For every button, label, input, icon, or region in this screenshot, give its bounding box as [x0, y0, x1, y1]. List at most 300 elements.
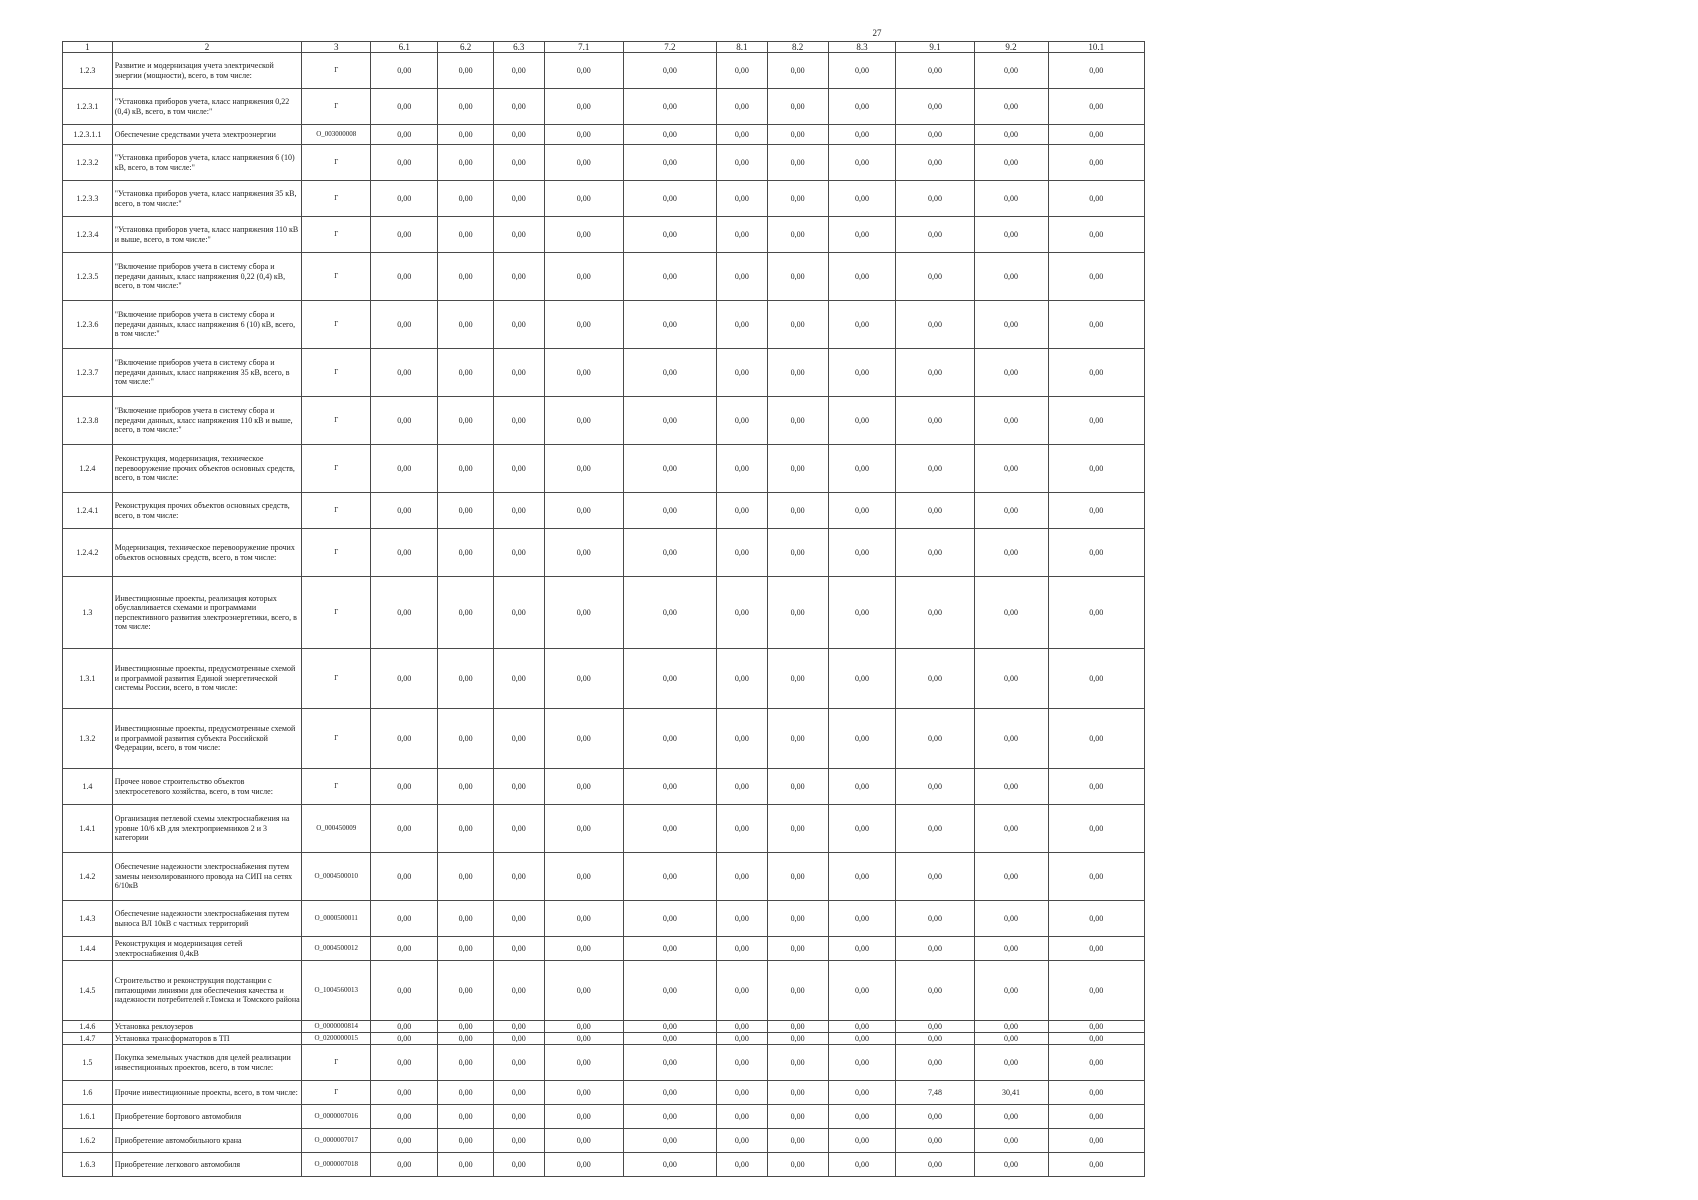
- value-cell: 0,00: [371, 145, 438, 181]
- value-cell: 0,00: [371, 709, 438, 769]
- value-cell: 0,00: [828, 961, 896, 1021]
- table-row: [63, 253, 1145, 301]
- value-cell: 0,00: [544, 493, 623, 529]
- value-cell: 0,00: [438, 53, 494, 89]
- value-cell: 0,00: [438, 89, 494, 125]
- value-cell: 0,00: [717, 1021, 768, 1033]
- value-cell: 0,00: [1048, 769, 1144, 805]
- value-cell: 0,00: [896, 529, 974, 577]
- value-cell: 0,00: [896, 709, 974, 769]
- project-code: Г: [302, 89, 371, 125]
- value-cell: 0,00: [493, 1081, 544, 1105]
- value-cell: 0,00: [828, 349, 896, 397]
- value-cell: 0,00: [623, 853, 716, 901]
- value-cell: 0,00: [717, 125, 768, 145]
- value-cell: 0,00: [1048, 709, 1144, 769]
- value-cell: 0,00: [828, 937, 896, 961]
- value-cell: 0,00: [974, 901, 1048, 937]
- row-id: 1.4.3: [63, 901, 113, 937]
- value-cell: 0,00: [896, 1105, 974, 1129]
- value-cell: 0,00: [438, 805, 494, 853]
- project-code: Г: [302, 1045, 371, 1081]
- value-cell: 0,00: [767, 1081, 828, 1105]
- value-cell: 0,00: [896, 1129, 974, 1153]
- value-cell: 0,00: [438, 1021, 494, 1033]
- value-cell: 0,00: [974, 769, 1048, 805]
- value-cell: 0,00: [1048, 577, 1144, 649]
- row-id: 1.2.4.2: [63, 529, 113, 577]
- value-cell: 0,00: [544, 397, 623, 445]
- value-cell: 0,00: [438, 529, 494, 577]
- project-code: О_0000500011: [302, 901, 371, 937]
- project-name: Обеспечение надежности электроснабжения путем выноса ВЛ 10кВ с частных территорий: [112, 901, 302, 937]
- value-cell: 0,00: [438, 1045, 494, 1081]
- row-id: 1.2.3.2: [63, 145, 113, 181]
- value-cell: 0,00: [371, 217, 438, 253]
- project-name: Покупка земельных участков для целей реализации инвестиционных проектов, всего, в том числе:: [112, 1045, 302, 1081]
- value-cell: 0,00: [767, 253, 828, 301]
- value-cell: 0,00: [896, 253, 974, 301]
- value-cell: 0,00: [896, 1033, 974, 1045]
- project-code: Г: [302, 181, 371, 217]
- project-name: Прочее новое строительство объектов электросетевого хозяйства, всего, в том числе:: [112, 769, 302, 805]
- value-cell: 0,00: [1048, 53, 1144, 89]
- value-cell: 0,00: [896, 961, 974, 1021]
- value-cell: 0,00: [371, 349, 438, 397]
- column-number: 9.2: [974, 42, 1048, 53]
- column-number: 7.2: [623, 42, 716, 53]
- value-cell: 0,00: [717, 1153, 768, 1177]
- project-name: Приобретение легкового автомобиля: [112, 1153, 302, 1177]
- value-cell: 0,00: [828, 769, 896, 805]
- project-name: "Включение приборов учета в систему сбора и передачи данных, класс напряжения 6 (10) кВ, всего, в том числе:": [112, 301, 302, 349]
- value-cell: 0,00: [1048, 397, 1144, 445]
- value-cell: 0,00: [1048, 253, 1144, 301]
- value-cell: 0,00: [828, 181, 896, 217]
- value-cell: 0,00: [828, 1153, 896, 1177]
- value-cell: 0,00: [371, 853, 438, 901]
- value-cell: 0,00: [767, 445, 828, 493]
- value-cell: 0,00: [767, 217, 828, 253]
- value-cell: 0,00: [974, 125, 1048, 145]
- project-code: Г: [302, 769, 371, 805]
- project-name: "Установка приборов учета, класс напряжения 110 кВ и выше, всего, в том числе:": [112, 217, 302, 253]
- table-row: [63, 901, 1145, 937]
- value-cell: 0,00: [438, 577, 494, 649]
- project-code: Г: [302, 397, 371, 445]
- project-code: Г: [302, 53, 371, 89]
- value-cell: 0,00: [623, 901, 716, 937]
- value-cell: 0,00: [767, 1105, 828, 1129]
- project-code: Г: [302, 709, 371, 769]
- value-cell: 0,00: [371, 1045, 438, 1081]
- value-cell: 0,00: [371, 445, 438, 493]
- value-cell: 0,00: [493, 577, 544, 649]
- value-cell: 0,00: [544, 89, 623, 125]
- value-cell: 0,00: [371, 1021, 438, 1033]
- value-cell: 0,00: [623, 89, 716, 125]
- project-code: Г: [302, 445, 371, 493]
- value-cell: 0,00: [371, 1153, 438, 1177]
- value-cell: 0,00: [974, 961, 1048, 1021]
- value-cell: 0,00: [371, 805, 438, 853]
- table-row: [63, 53, 1145, 89]
- project-code: О_0000007016: [302, 1105, 371, 1129]
- row-id: 1.3.2: [63, 709, 113, 769]
- value-cell: 0,00: [828, 1105, 896, 1129]
- value-cell: 0,00: [828, 1081, 896, 1105]
- table-row: [63, 853, 1145, 901]
- value-cell: 0,00: [767, 529, 828, 577]
- value-cell: 0,00: [371, 769, 438, 805]
- row-id: 1.6.2: [63, 1129, 113, 1153]
- value-cell: 0,00: [544, 217, 623, 253]
- value-cell: 0,00: [1048, 445, 1144, 493]
- value-cell: 0,00: [896, 181, 974, 217]
- value-cell: 0,00: [974, 805, 1048, 853]
- value-cell: 0,00: [717, 145, 768, 181]
- value-cell: 0,00: [544, 349, 623, 397]
- project-code: Г: [302, 1081, 371, 1105]
- value-cell: 0,00: [623, 937, 716, 961]
- project-name: Реконструкция и модернизация сетей электроснабжения 0,4кВ: [112, 937, 302, 961]
- value-cell: 0,00: [544, 445, 623, 493]
- value-cell: 0,00: [623, 217, 716, 253]
- table-row: [63, 769, 1145, 805]
- row-id: 1.2.3.7: [63, 349, 113, 397]
- value-cell: 0,00: [974, 89, 1048, 125]
- value-cell: 0,00: [371, 125, 438, 145]
- value-cell: 0,00: [717, 805, 768, 853]
- value-cell: 0,00: [623, 253, 716, 301]
- value-cell: 0,00: [974, 53, 1048, 89]
- project-code: О_003000008: [302, 125, 371, 145]
- value-cell: 0,00: [493, 1045, 544, 1081]
- value-cell: 0,00: [974, 937, 1048, 961]
- value-cell: 0,00: [767, 1153, 828, 1177]
- row-id: 1.4.7: [63, 1033, 113, 1045]
- value-cell: 0,00: [371, 577, 438, 649]
- row-id: 1.2.3.4: [63, 217, 113, 253]
- value-cell: 0,00: [438, 961, 494, 1021]
- value-cell: 0,00: [717, 301, 768, 349]
- project-name: Установка трансформаторов в ТП: [112, 1033, 302, 1045]
- row-id: 1.2.3: [63, 53, 113, 89]
- value-cell: 0,00: [828, 301, 896, 349]
- value-cell: 0,00: [828, 649, 896, 709]
- value-cell: 0,00: [371, 493, 438, 529]
- value-cell: 0,00: [828, 445, 896, 493]
- value-cell: 0,00: [371, 937, 438, 961]
- value-cell: 0,00: [767, 349, 828, 397]
- project-name: Прочие инвестиционные проекты, всего, в том числе:: [112, 1081, 302, 1105]
- value-cell: 0,00: [438, 1081, 494, 1105]
- value-cell: 0,00: [717, 217, 768, 253]
- investment-report-table: [62, 41, 1145, 1177]
- project-name: Реконструкция, модернизация, техническое перевооружение прочих объектов основных средств, всего, в том числе:: [112, 445, 302, 493]
- value-cell: 0,00: [493, 901, 544, 937]
- value-cell: 0,00: [371, 1033, 438, 1045]
- table-row: [63, 529, 1145, 577]
- value-cell: 0,00: [1048, 805, 1144, 853]
- value-cell: 0,00: [623, 181, 716, 217]
- value-cell: 0,00: [544, 529, 623, 577]
- value-cell: 0,00: [544, 1081, 623, 1105]
- value-cell: 0,00: [493, 181, 544, 217]
- value-cell: 0,00: [828, 217, 896, 253]
- value-cell: 0,00: [544, 769, 623, 805]
- project-name: "Включение приборов учета в систему сбора и передачи данных, класс напряжения 110 кВ и выше, всего, в том числе:": [112, 397, 302, 445]
- value-cell: 0,00: [767, 301, 828, 349]
- value-cell: 0,00: [828, 805, 896, 853]
- value-cell: 0,00: [623, 349, 716, 397]
- value-cell: 0,00: [767, 1021, 828, 1033]
- value-cell: 0,00: [974, 301, 1048, 349]
- row-id: 1.5: [63, 1045, 113, 1081]
- table-row: [63, 301, 1145, 349]
- value-cell: 0,00: [438, 253, 494, 301]
- value-cell: 0,00: [544, 301, 623, 349]
- value-cell: 0,00: [371, 397, 438, 445]
- value-cell: 0,00: [623, 53, 716, 89]
- value-cell: 0,00: [623, 709, 716, 769]
- column-number: 8.3: [828, 42, 896, 53]
- project-name: Строительство и реконструкция подстанции с питающими линиями для обеспечения качества и надежности потребителей г.Томска и Томского района: [112, 961, 302, 1021]
- value-cell: 0,00: [544, 805, 623, 853]
- table-row: [63, 1153, 1145, 1177]
- value-cell: 0,00: [438, 349, 494, 397]
- project-name: Организация петлевой схемы электроснабжения на уровне 10/6 кВ для электроприемников 2 и 3 категории: [112, 805, 302, 853]
- project-name: Инвестиционные проекты, реализация которых обуславливается схемами и программами перспективного развития электроэнергетики, всего, в том числе:: [112, 577, 302, 649]
- value-cell: 0,00: [493, 397, 544, 445]
- project-code: Г: [302, 349, 371, 397]
- project-code: О_0200000015: [302, 1033, 371, 1045]
- value-cell: 0,00: [974, 649, 1048, 709]
- project-code: Г: [302, 253, 371, 301]
- value-cell: 0,00: [896, 445, 974, 493]
- value-cell: 0,00: [767, 397, 828, 445]
- value-cell: 0,00: [371, 1129, 438, 1153]
- value-cell: 0,00: [974, 529, 1048, 577]
- value-cell: 0,00: [828, 89, 896, 125]
- project-name: "Установка приборов учета, класс напряжения 6 (10) кВ, всего, в том числе:": [112, 145, 302, 181]
- value-cell: 0,00: [717, 349, 768, 397]
- value-cell: 0,00: [493, 937, 544, 961]
- project-code: Г: [302, 301, 371, 349]
- project-name: Обеспечение надежности электроснабжения путем замены неизолированного провода на СИП на сетях 6/10кВ: [112, 853, 302, 901]
- value-cell: 0,00: [767, 493, 828, 529]
- value-cell: 0,00: [493, 529, 544, 577]
- value-cell: 0,00: [623, 445, 716, 493]
- value-cell: 0,00: [1048, 125, 1144, 145]
- value-cell: 0,00: [828, 853, 896, 901]
- value-cell: 0,00: [1048, 89, 1144, 125]
- row-id: 1.2.3.8: [63, 397, 113, 445]
- value-cell: 0,00: [717, 253, 768, 301]
- value-cell: 0,00: [717, 397, 768, 445]
- project-code: О_0004500012: [302, 937, 371, 961]
- column-number: 8.1: [717, 42, 768, 53]
- value-cell: 0,00: [544, 901, 623, 937]
- value-cell: 0,00: [896, 1153, 974, 1177]
- value-cell: 0,00: [544, 709, 623, 769]
- value-cell: 0,00: [371, 53, 438, 89]
- value-cell: 0,00: [974, 253, 1048, 301]
- project-name: Инвестиционные проекты, предусмотренные схемой и программой развития субъекта Российской Федерации, всего, в том числе:: [112, 709, 302, 769]
- project-code: О_0000000814: [302, 1021, 371, 1033]
- project-name: "Включение приборов учета в систему сбора и передачи данных, класс напряжения 35 кВ, всего, в том числе:": [112, 349, 302, 397]
- table-row: [63, 349, 1145, 397]
- value-cell: 0,00: [438, 397, 494, 445]
- table-row: [63, 961, 1145, 1021]
- value-cell: 0,00: [974, 181, 1048, 217]
- table-row: [63, 1081, 1145, 1105]
- value-cell: 0,00: [544, 853, 623, 901]
- value-cell: 0,00: [493, 1153, 544, 1177]
- value-cell: 0,00: [717, 1105, 768, 1129]
- value-cell: 0,00: [493, 301, 544, 349]
- value-cell: 0,00: [493, 709, 544, 769]
- value-cell: 0,00: [1048, 1153, 1144, 1177]
- value-cell: 0,00: [767, 181, 828, 217]
- project-code: Г: [302, 577, 371, 649]
- project-name: "Установка приборов учета, класс напряжения 35 кВ, всего, в том числе:": [112, 181, 302, 217]
- project-code: О_0000007017: [302, 1129, 371, 1153]
- value-cell: 0,00: [717, 1033, 768, 1045]
- value-cell: 0,00: [438, 901, 494, 937]
- column-number: 6.2: [438, 42, 494, 53]
- value-cell: 0,00: [544, 1045, 623, 1081]
- value-cell: 0,00: [974, 1045, 1048, 1081]
- project-code: Г: [302, 145, 371, 181]
- value-cell: 0,00: [896, 145, 974, 181]
- value-cell: 0,00: [438, 709, 494, 769]
- value-cell: 0,00: [1048, 493, 1144, 529]
- value-cell: 0,00: [1048, 1033, 1144, 1045]
- value-cell: 0,00: [974, 397, 1048, 445]
- value-cell: 0,00: [828, 901, 896, 937]
- value-cell: 0,00: [828, 709, 896, 769]
- value-cell: 0,00: [623, 1081, 716, 1105]
- table-row: [63, 805, 1145, 853]
- value-cell: 0,00: [717, 89, 768, 125]
- value-cell: 0,00: [717, 529, 768, 577]
- value-cell: 0,00: [717, 445, 768, 493]
- column-number: 10.1: [1048, 42, 1144, 53]
- column-number: 3: [302, 42, 371, 53]
- table-row: [63, 1129, 1145, 1153]
- value-cell: 0,00: [623, 125, 716, 145]
- value-cell: 0,00: [828, 253, 896, 301]
- value-cell: 0,00: [623, 301, 716, 349]
- project-code: Г: [302, 217, 371, 253]
- value-cell: 0,00: [717, 1045, 768, 1081]
- table-row: [63, 397, 1145, 445]
- project-code: О_000450009: [302, 805, 371, 853]
- value-cell: 0,00: [438, 649, 494, 709]
- value-cell: 0,00: [767, 577, 828, 649]
- value-cell: 0,00: [623, 1033, 716, 1045]
- row-id: 1.2.3.5: [63, 253, 113, 301]
- value-cell: 30,41: [974, 1081, 1048, 1105]
- value-cell: 0,00: [896, 125, 974, 145]
- row-id: 1.4.2: [63, 853, 113, 901]
- value-cell: 0,00: [717, 937, 768, 961]
- value-cell: 0,00: [493, 53, 544, 89]
- value-cell: 0,00: [767, 125, 828, 145]
- value-cell: 0,00: [438, 769, 494, 805]
- value-cell: 0,00: [767, 937, 828, 961]
- value-cell: 0,00: [438, 937, 494, 961]
- value-cell: 0,00: [767, 89, 828, 125]
- table-row: [63, 445, 1145, 493]
- value-cell: 0,00: [371, 253, 438, 301]
- value-cell: 0,00: [717, 961, 768, 1021]
- project-code: Г: [302, 529, 371, 577]
- value-cell: 0,00: [717, 649, 768, 709]
- value-cell: 0,00: [767, 1033, 828, 1045]
- value-cell: 0,00: [974, 445, 1048, 493]
- value-cell: 0,00: [974, 217, 1048, 253]
- value-cell: 0,00: [438, 145, 494, 181]
- value-cell: 0,00: [438, 1105, 494, 1129]
- column-number: 1: [63, 42, 113, 53]
- table-row: [63, 89, 1145, 125]
- value-cell: 0,00: [1048, 529, 1144, 577]
- project-name: "Включение приборов учета в систему сбора и передачи данных, класс напряжения 0,22 (0,4) кВ, всего, в том числе:": [112, 253, 302, 301]
- value-cell: 0,00: [1048, 349, 1144, 397]
- value-cell: 0,00: [896, 397, 974, 445]
- value-cell: 0,00: [896, 649, 974, 709]
- value-cell: 0,00: [493, 1021, 544, 1033]
- project-name: Инвестиционные проекты, предусмотренные схемой и программой развития Единой энергетической системы России, всего, в том числе:: [112, 649, 302, 709]
- value-cell: 0,00: [717, 1129, 768, 1153]
- value-cell: 0,00: [493, 125, 544, 145]
- value-cell: 0,00: [623, 961, 716, 1021]
- value-cell: 0,00: [544, 125, 623, 145]
- value-cell: 0,00: [896, 853, 974, 901]
- value-cell: 0,00: [438, 301, 494, 349]
- value-cell: 0,00: [974, 1033, 1048, 1045]
- value-cell: 0,00: [767, 805, 828, 853]
- value-cell: 0,00: [717, 577, 768, 649]
- value-cell: 0,00: [1048, 217, 1144, 253]
- value-cell: 0,00: [1048, 961, 1144, 1021]
- value-cell: 0,00: [544, 53, 623, 89]
- value-cell: 0,00: [1048, 1129, 1144, 1153]
- value-cell: 0,00: [371, 529, 438, 577]
- project-name: Реконструкция прочих объектов основных средств, всего, в том числе:: [112, 493, 302, 529]
- value-cell: 0,00: [896, 1045, 974, 1081]
- value-cell: 0,00: [717, 1081, 768, 1105]
- value-cell: 0,00: [828, 397, 896, 445]
- row-id: 1.3.1: [63, 649, 113, 709]
- value-cell: 0,00: [438, 853, 494, 901]
- value-cell: 0,00: [1048, 1081, 1144, 1105]
- table-row: [63, 145, 1145, 181]
- value-cell: 0,00: [767, 145, 828, 181]
- column-number: 9.1: [896, 42, 974, 53]
- value-cell: 0,00: [717, 53, 768, 89]
- value-cell: 7,48: [896, 1081, 974, 1105]
- project-code: Г: [302, 649, 371, 709]
- table-row: [63, 125, 1145, 145]
- value-cell: 0,00: [828, 1033, 896, 1045]
- value-cell: 0,00: [623, 805, 716, 853]
- table-row: [63, 493, 1145, 529]
- value-cell: 0,00: [896, 1021, 974, 1033]
- value-cell: 0,00: [493, 769, 544, 805]
